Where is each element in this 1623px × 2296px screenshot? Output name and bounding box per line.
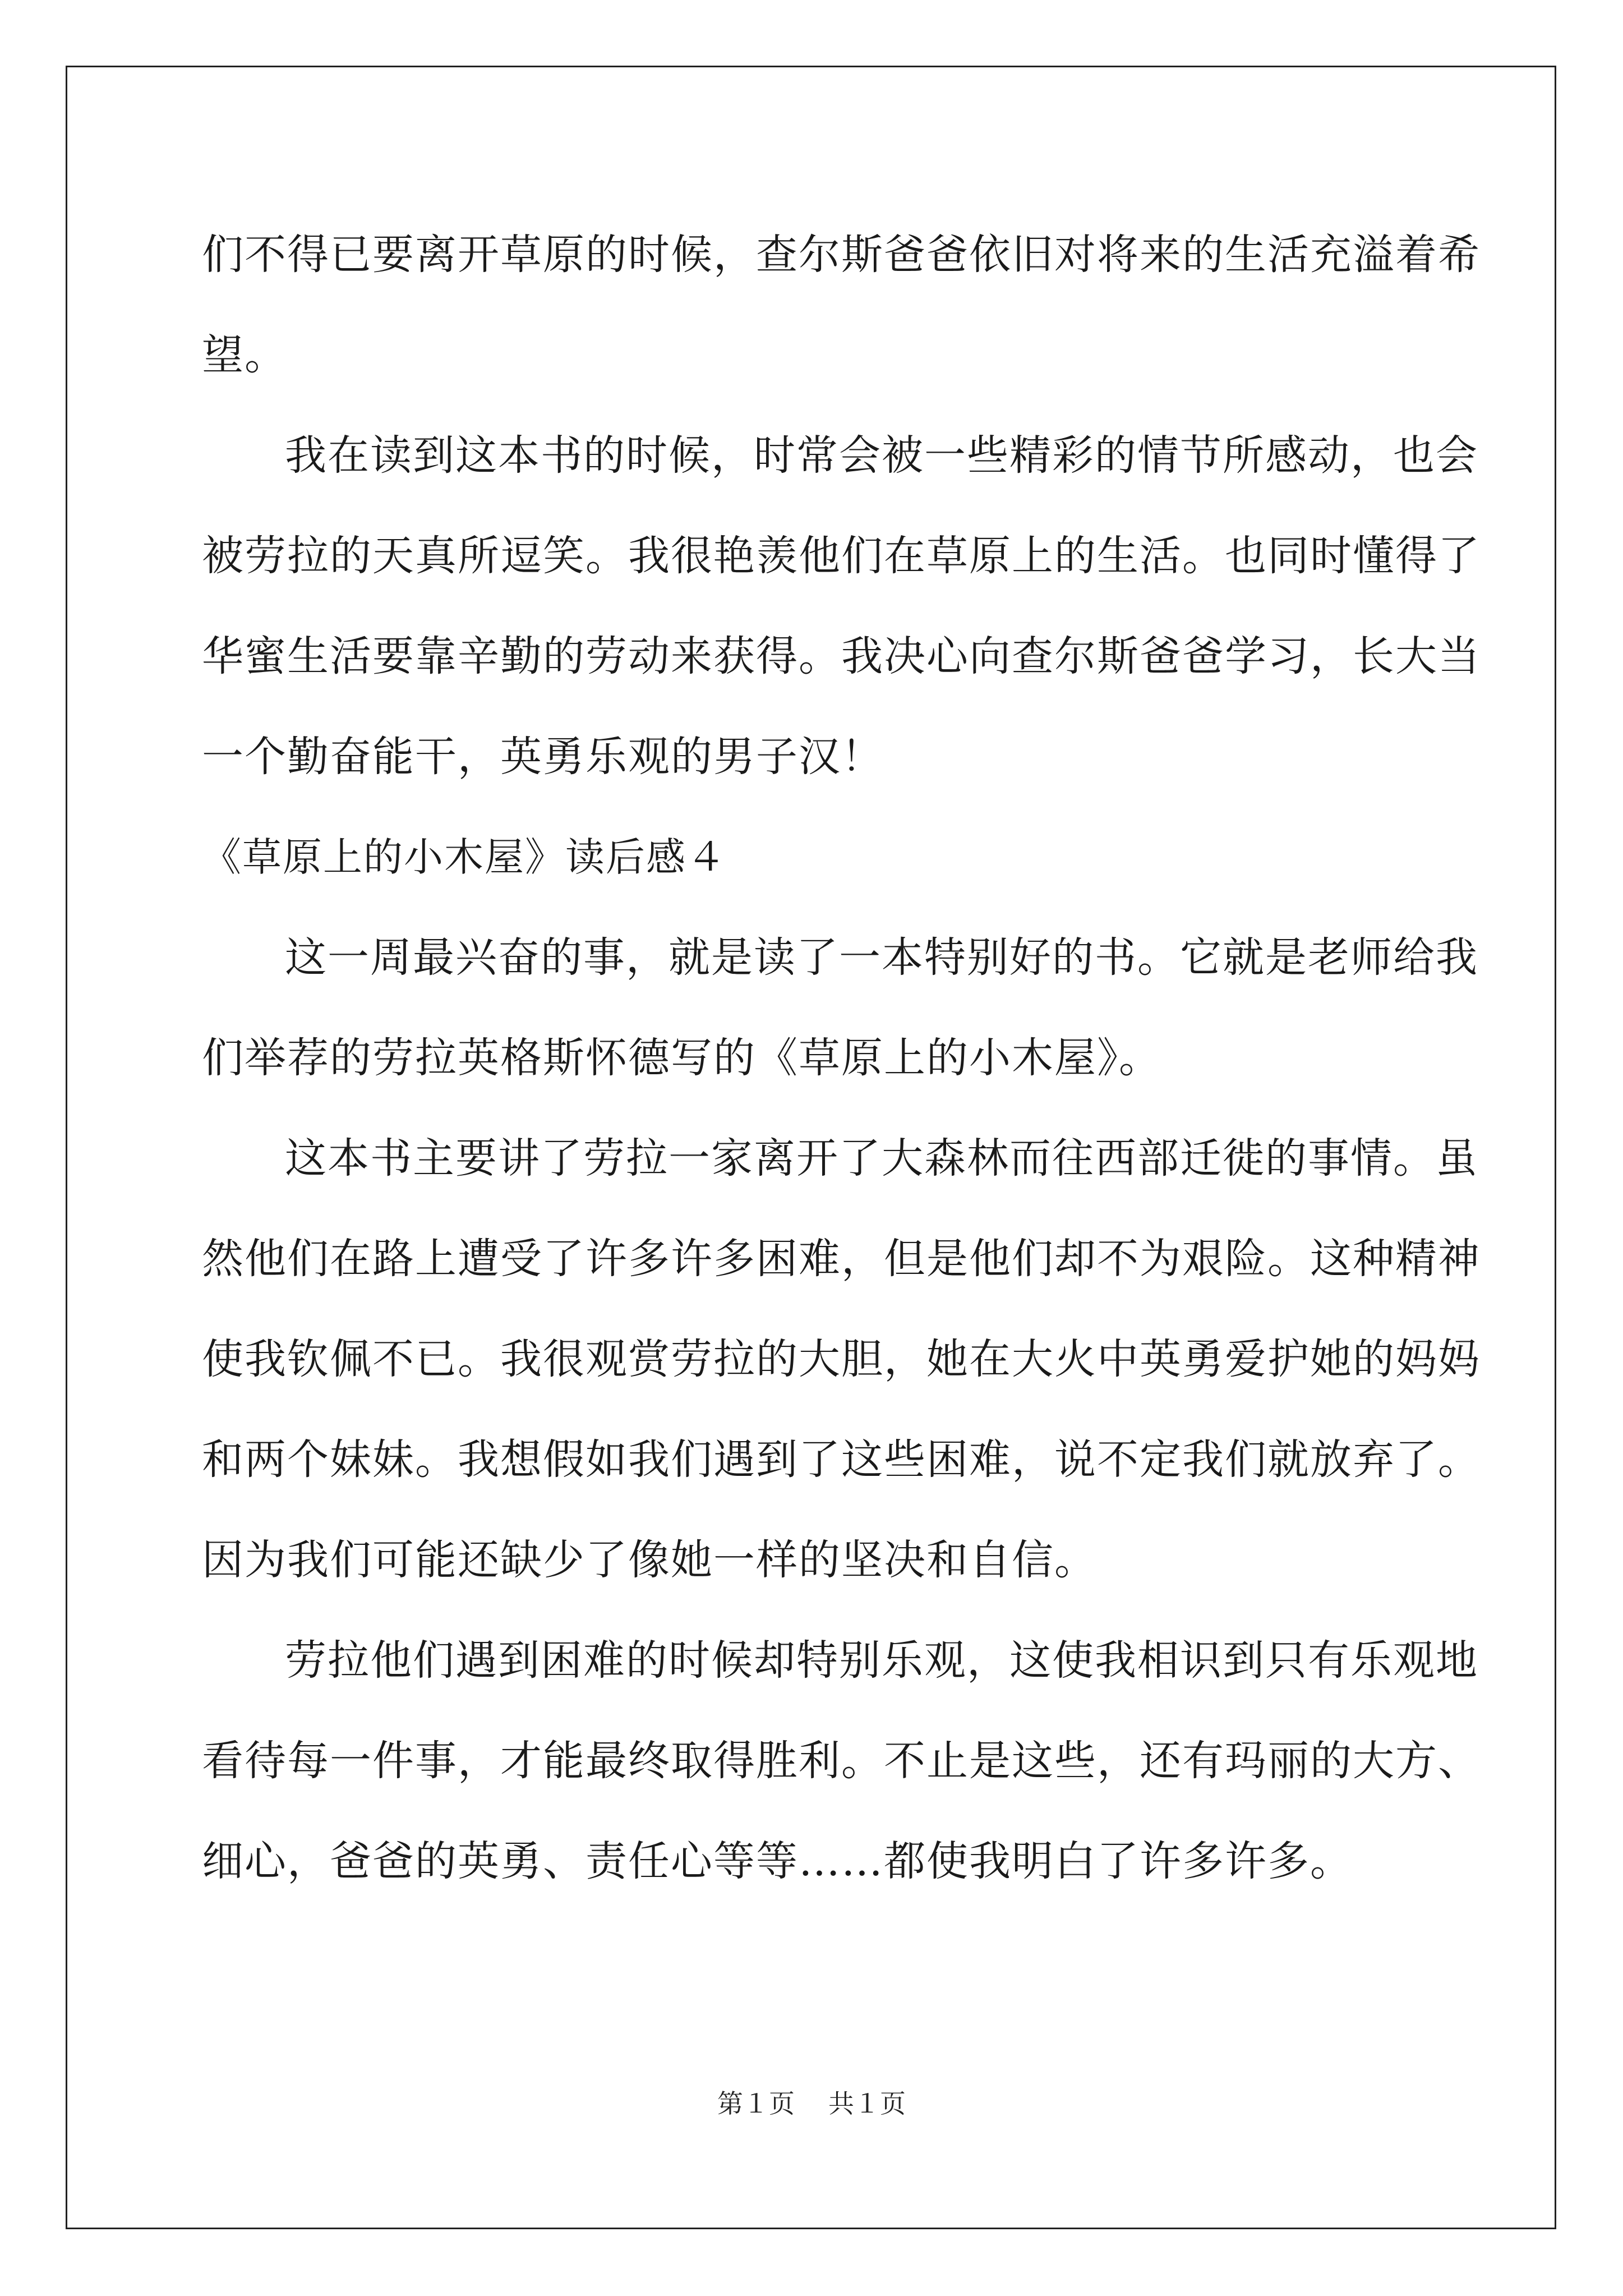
section-heading: 《草原上的小木屋》读后感４	[202, 834, 727, 880]
page-number-current: 第１页	[717, 2088, 795, 2119]
text-line: 和两个妹妹。我想假如我们遇到了这些困难，说不定我们就放弃了。	[202, 1435, 1481, 1484]
text-line: 这本书主要讲了劳拉一家离开了大森林而往西部迁徙的事情。虽	[285, 1134, 1478, 1182]
text-line: 看待每一件事，才能最终取得胜利。不止是这些，还有玛丽的大方、	[202, 1737, 1481, 1785]
text-line: 们举荐的劳拉英格斯怀德写的《草原上的小木屋》。	[202, 1034, 1161, 1082]
text-line: 一个勤奋能干，英勇乐观的男子汉！	[202, 733, 884, 781]
text-line: 细心，爸爸的英勇、责任心等等……都使我明白了许多许多。	[202, 1837, 1353, 1885]
text-line: 们不得已要离开草原的时候，查尔斯爸爸依旧对将来的生活充溢着希	[202, 231, 1481, 279]
text-line: 然他们在路上遭受了许多许多困难，但是他们却不为艰险。这种精神	[202, 1235, 1481, 1283]
text-line: 因为我们可能还缺少了像她一样的坚决和自信。	[202, 1536, 1097, 1584]
text-line: 被劳拉的天真所逗笑。我很艳羡他们在草原上的生活。也同时懂得了	[202, 532, 1481, 580]
text-line: 使我钦佩不已。我很观赏劳拉的大胆，她在大火中英勇爱护她的妈妈	[202, 1335, 1481, 1383]
text-line: 望。	[202, 331, 287, 379]
text-line: 华蜜生活要靠辛勤的劳动来获得。我决心向查尔斯爸爸学习，长大当	[202, 632, 1481, 680]
document-body	[202, 205, 1481, 1912]
text-line: 这一周最兴奋的事，就是读了一本特别好的书。它就是老师给我	[285, 933, 1478, 982]
page-footer	[0, 2087, 1623, 2120]
page-number-total: 共１页	[828, 2088, 906, 2119]
text-line: 我在读到这本书的时候，时常会被一些精彩的情节所感动，也会	[285, 431, 1478, 480]
text-line: 劳拉他们遇到困难的时候却特别乐观，这使我相识到只有乐观地	[285, 1636, 1478, 1685]
